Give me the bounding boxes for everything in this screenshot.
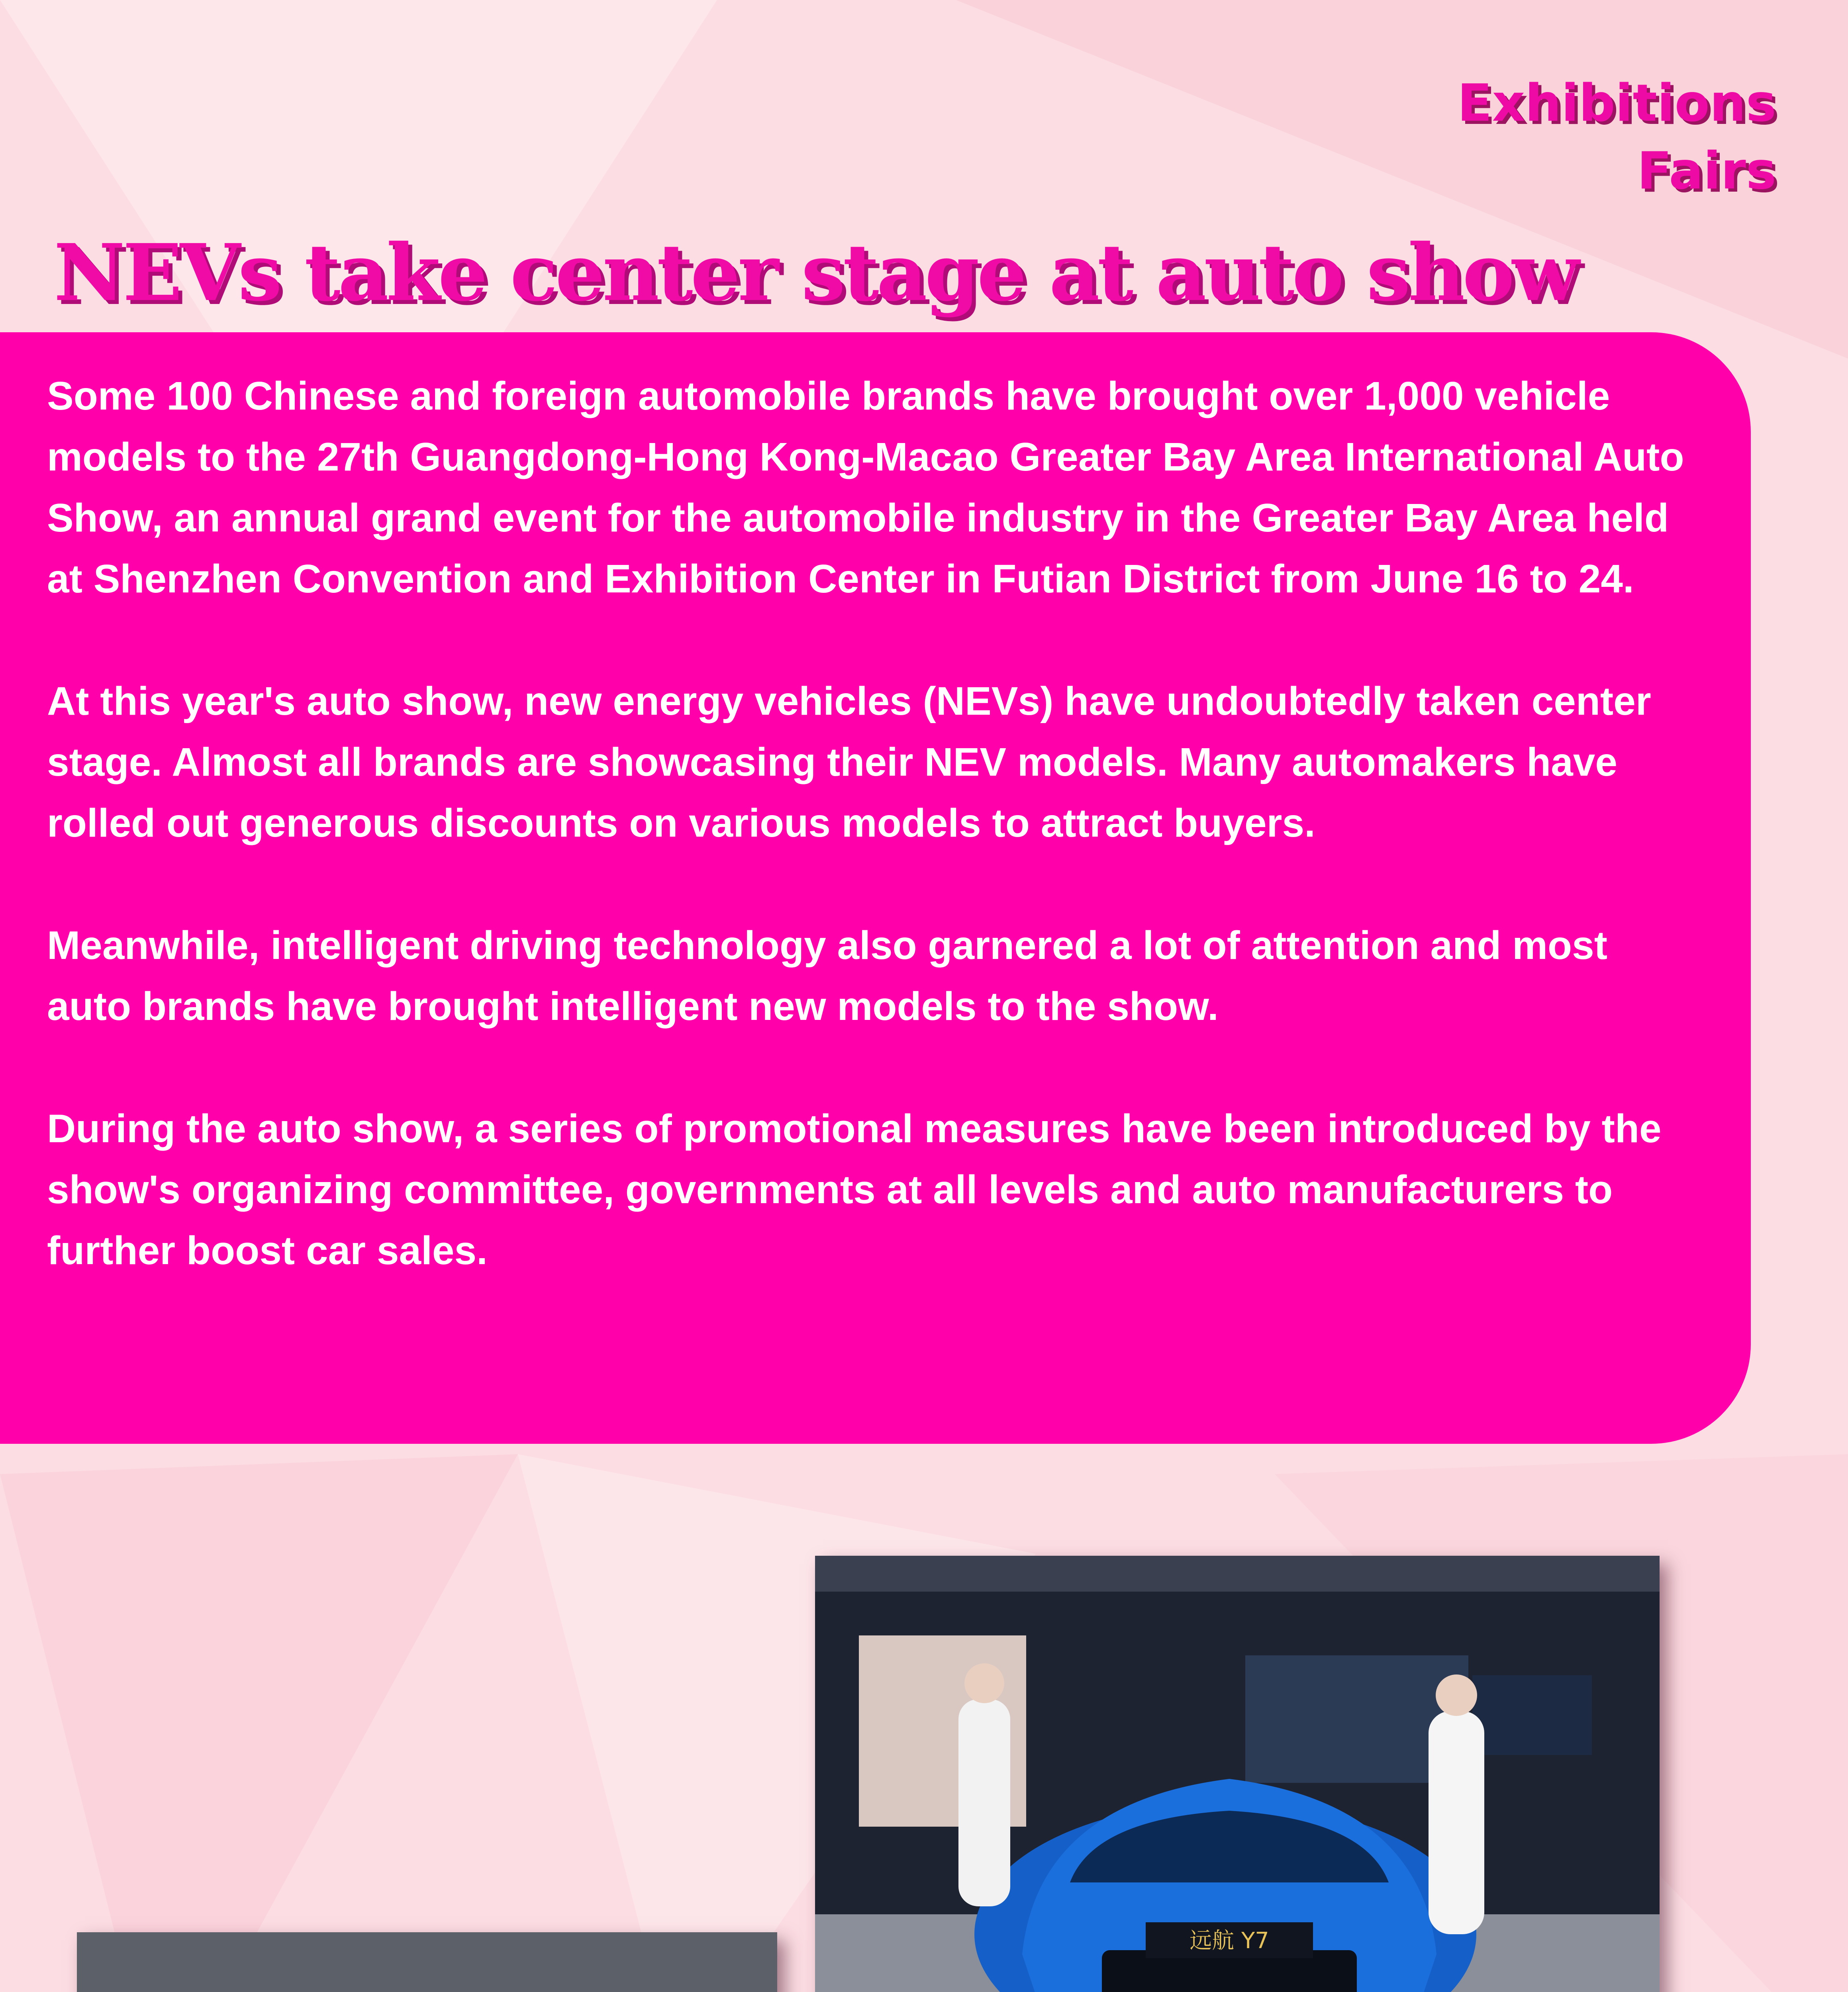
photo-porsche-car	[77, 1932, 777, 1992]
section-label-line1: Exhibitions	[1457, 74, 1776, 133]
article-body	[47, 366, 1700, 1343]
article-title: NEVs take center stage at auto show	[54, 227, 1577, 319]
paragraph-1: Some 100 Chinese and foreign automobile brands have brought over 1,000 vehicle models to the 27th Guangdong-Hong Kong-Macao Greater Bay Area International Auto Show, an annual grand event for the automobile industry in the Greater Bay Area held at Shenzhen Convention and Exhibition Center in Futian District from June 16 to 24.	[47, 374, 1684, 601]
paragraph-3: Meanwhile, intelligent driving technology also garnered a lot of attention and most auto brands have brought intelligent new models to the show.	[47, 923, 1608, 1029]
section-label-line2: Fairs	[1637, 141, 1776, 201]
section-label	[1457, 70, 1776, 205]
license-plate-text: 远航 Y7	[1190, 1928, 1269, 1954]
paragraph-4: During the auto show, a series of promotional measures have been introduced by the show's organizing committee, governments at all levels and auto manufacturers to further boost car sales.	[47, 1106, 1662, 1273]
paragraph-2: At this year's auto show, new energy vehicles (NEVs) have undoubtedly taken center stage. Almost all brands are showcasing their NEV models. Many automakers have rolled out generous discounts on various models to attract buyers.	[47, 679, 1651, 845]
photo-blue-car	[815, 1556, 1660, 1992]
